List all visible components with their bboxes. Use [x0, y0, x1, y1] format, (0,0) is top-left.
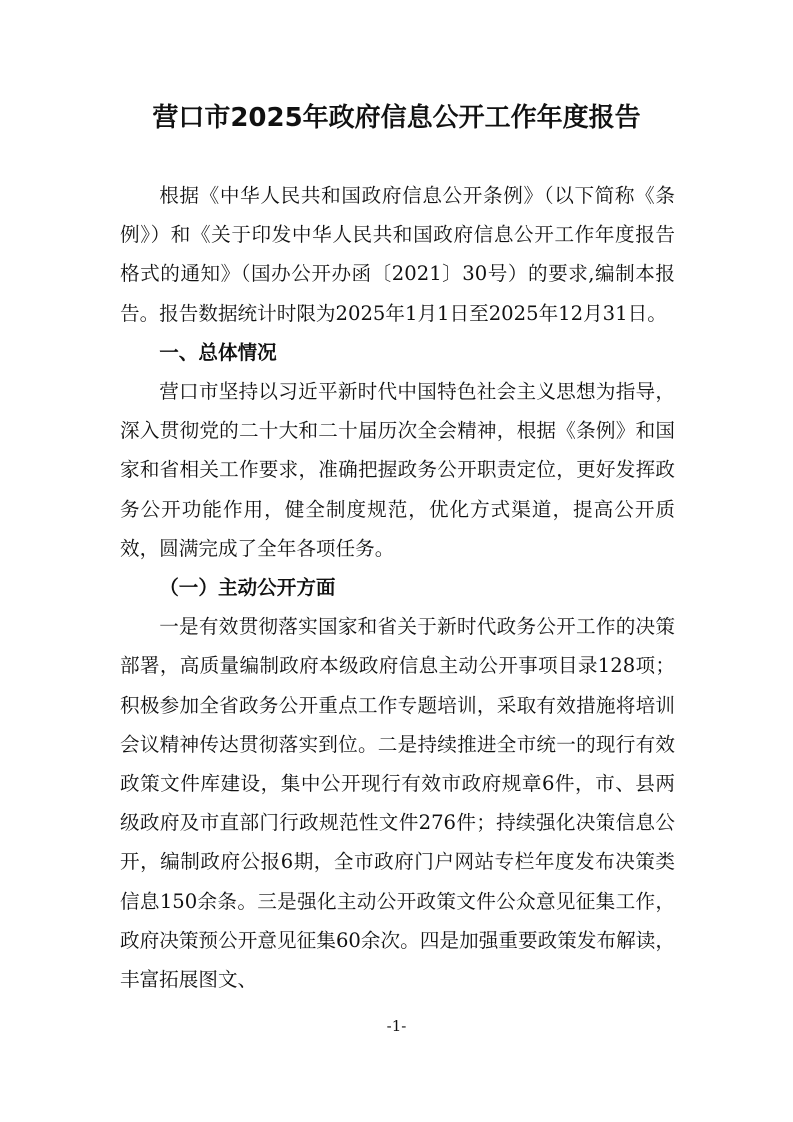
- page-number: -1-: [386, 1017, 407, 1035]
- page-title: 营口市2025年政府信息公开工作年度报告: [152, 103, 641, 133]
- section-heading-overview: 一、总体情况: [159, 340, 277, 364]
- subsection-heading-proactive-disclosure: （一）主动公开方面: [159, 576, 336, 600]
- intro-paragraph: 根据《中华人民共和国政府信息公开条例》（以下简称《条例》）和《关于印发中华人民共和国政府信息公开工作年度报告格式的通知》（国办公开办函〔2021〕30号）的要求,编制本报告。报告数据统计时限为2025年1月1日至2025年12月31日。: [120, 184, 675, 325]
- proactive-disclosure-paragraph: 一是有效贯彻落实国家和省关于新时代政务公开工作的决策部署，高质量编制政府本级政府信息主动公开事项目录128项；积极参加全省政务公开重点工作专题培训，采取有效措施将培训会议精神传达贯彻落实到位。二是持续推进全市统一的现行有效政策文件库建设，集中公开现行有效市政府规章6件，市、县两级政府及市直部门行政规范性文件276件；持续强化决策信息公开，编制政府公报6期，全市政府门户网站专栏年度发布决策类信息150余条。三是强化主动公开政策文件公众意见征集工作，政府决策预公开意见征集60余次。四是加强重要政策发布解读，丰富拓展图文、: [120, 615, 675, 992]
- overview-paragraph: 营口市坚持以习近平新时代中国特色社会主义思想为指导，深入贯彻党的二十大和二十届历次全会精神，根据《条例》和国家和省相关工作要求，准确把握政务公开职责定位，更好发挥政务公开功能作用，健全制度规范，优化方式渠道，提高公开质效，圆满完成了全年各项任务。: [120, 380, 675, 560]
- document-body: [120, 176, 675, 999]
